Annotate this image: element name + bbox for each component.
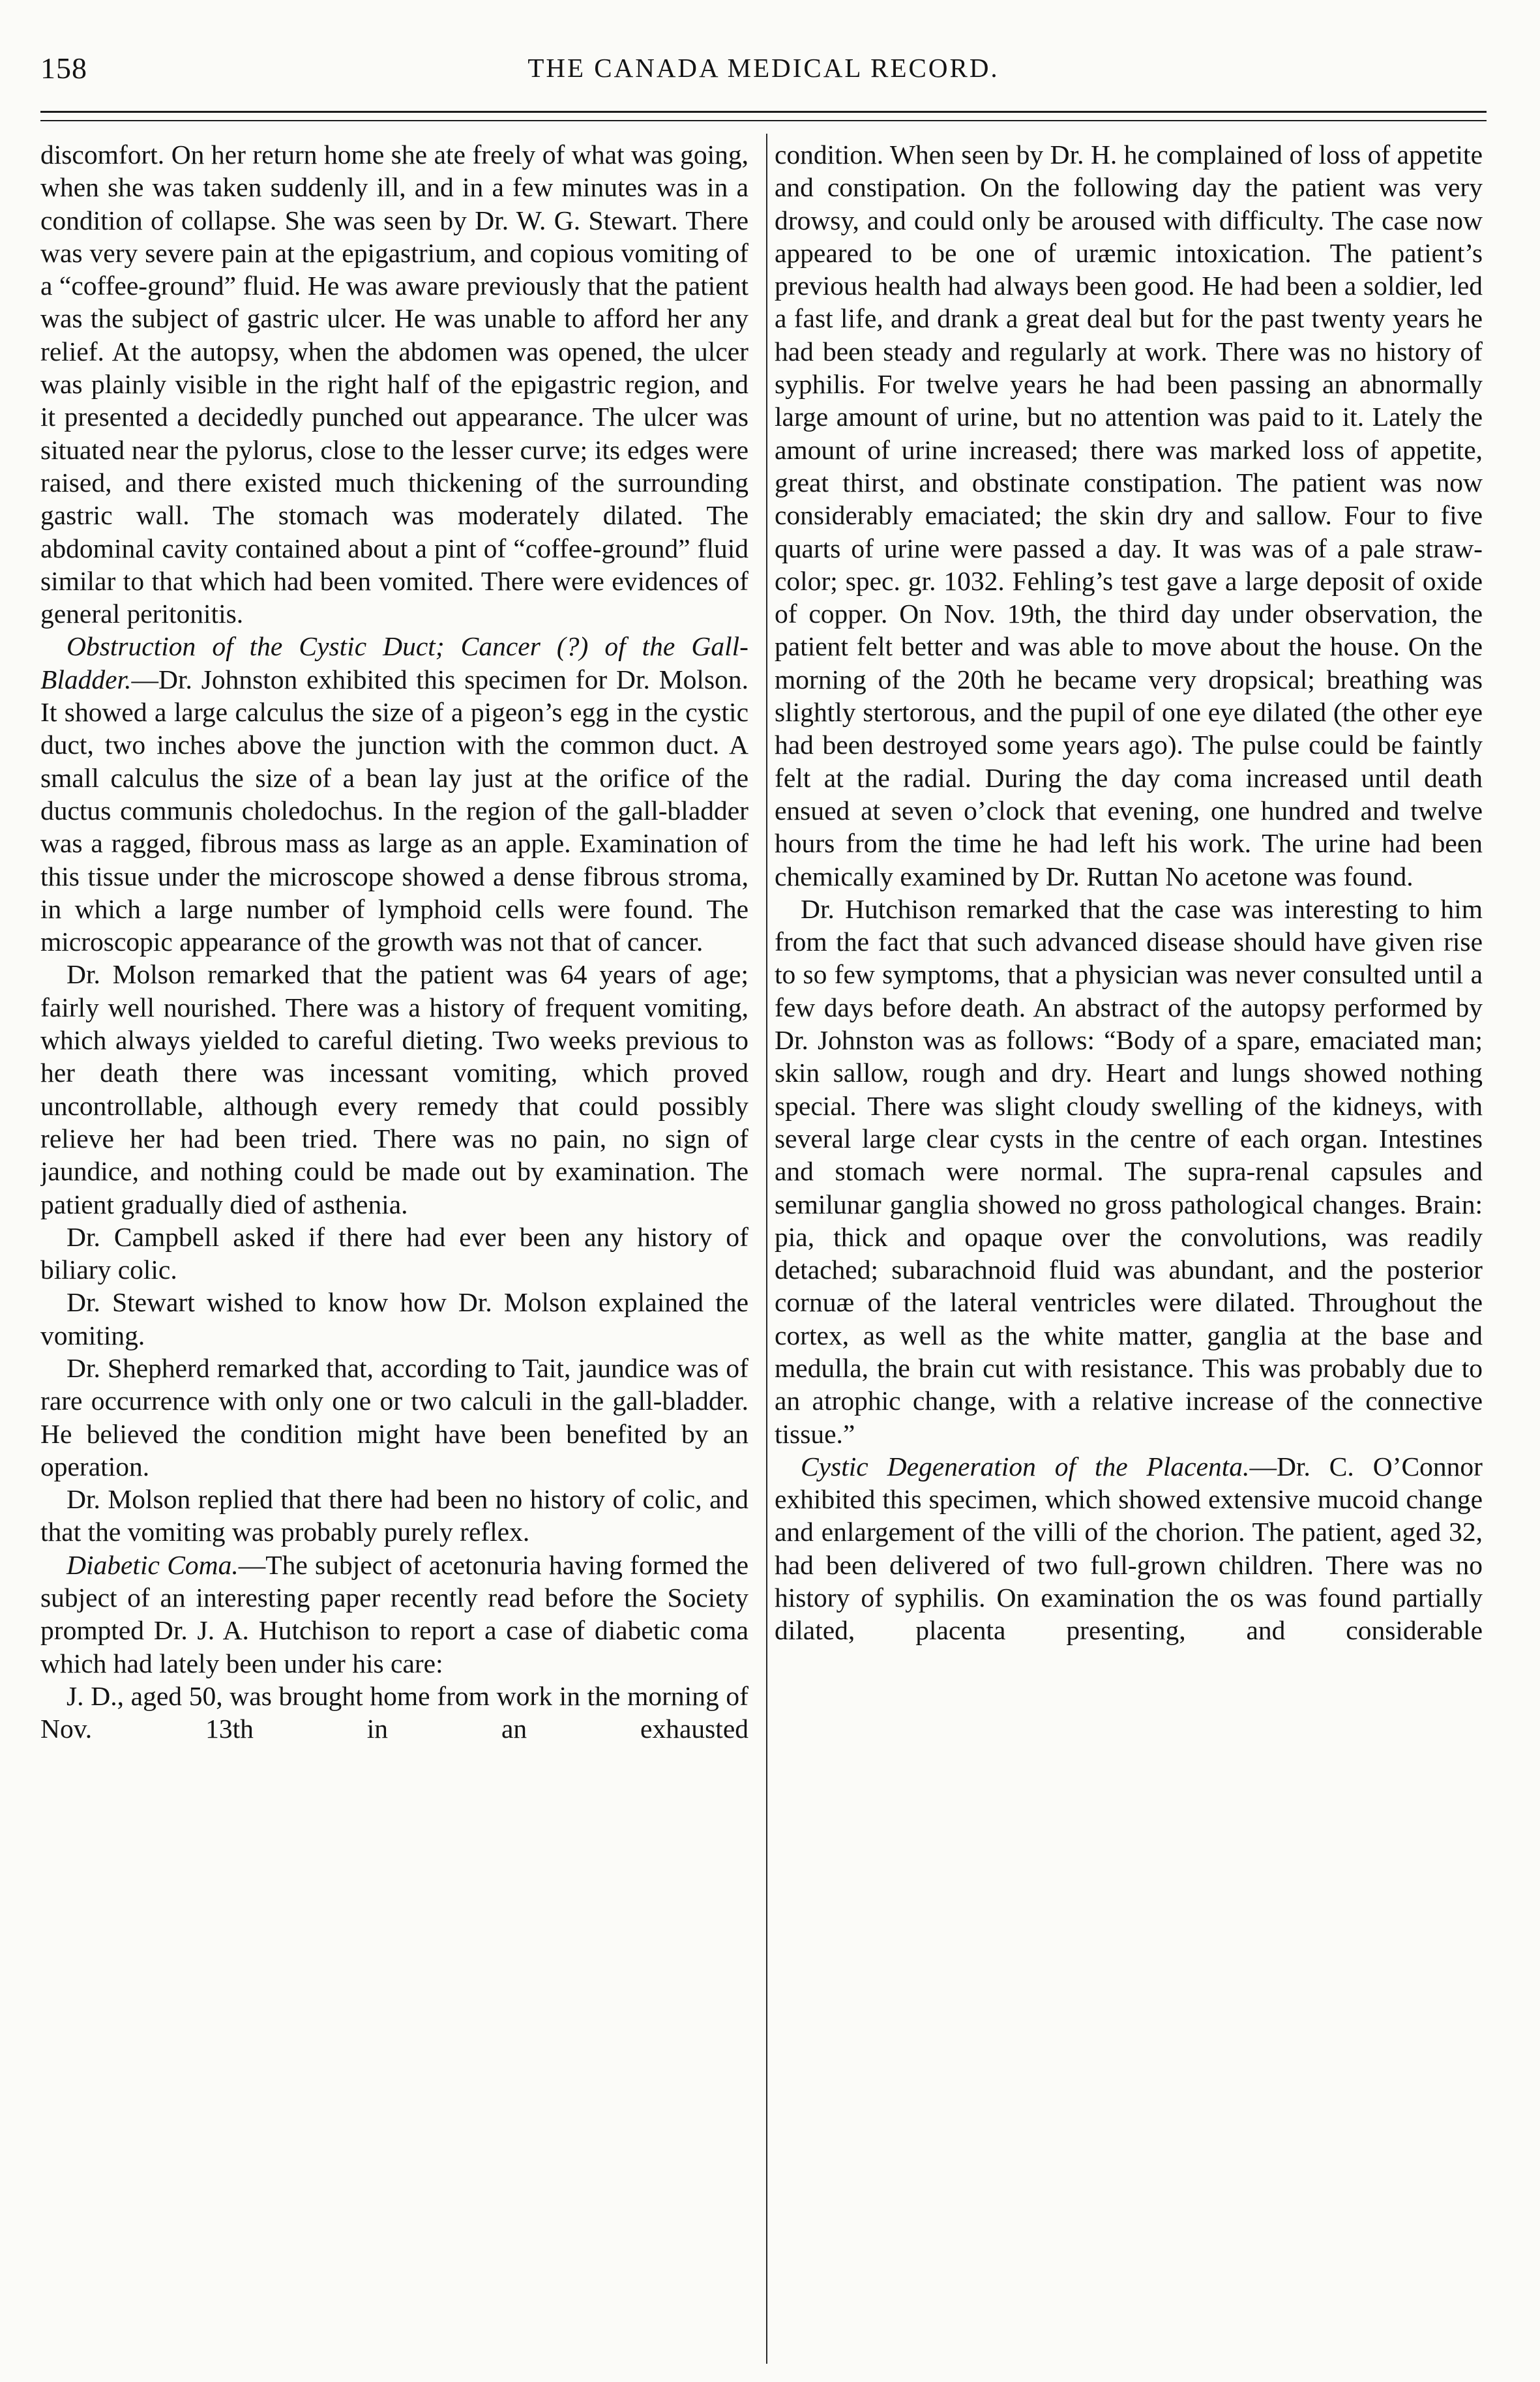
header-rule-bottom	[40, 120, 1487, 121]
case-history-paragraph: condition. When seen by Dr. H. he complained of loss of appetite and constipation. On the following day the patient was very drowsy, and could only be aroused with difficulty. The case now appeared to be one of uræmic intoxication. The patient’s previous health had always been good. He had been a soldier, led a fast life, and drank a great deal but for the past twenty years he had been steady and regularly at work. There was no history of syphilis. For twelve years he had been passing an abnormally large amount of urine, but no attention was paid to it. Lately the amount of urine increased; there was marked loss of appetite, great thirst, and obstinate constipation. The patient was now considerably emaciated; the skin dry and sallow. Four to five quarts of urine were passed a day. It was was of a pale straw-color; spec. gr. 1032. Fehling’s test gave a large deposit of oxide of copper. On Nov. 19th, the third day under observation, the patient felt better and was able to move about the house. On the morning of the 20th he became very dropsical; breathing was slightly stertorous, and the pupil of one eye dilated (the other eye had been destroyed some years ago). The pulse could be faintly felt at the radial. During the day coma increased until death ensued at seven o’clock that evening, one hundred and twelve hours from the time he had left his work. The urine had been chemically examined by Dr. Ruttan No acetone was found.	[775, 140, 1483, 891]
header-rule-top	[40, 111, 1487, 113]
page-header	[40, 51, 1487, 99]
paragraph-body: —The subject of acetonuria having formed the subject of an interesting paper recently read before the Society prompted Dr. J. A. Hutchison to report a case of diabetic coma which had lately been under his care:	[40, 1549, 748, 1678]
hutchison-remark-paragraph: Dr. Hutchison remarked that the case was interesting to him from the fact that such advanced disease should have given rise to so few symptoms, that a physician was never consulted until a few days before death. An abstract of the autopsy performed by Dr. Johnston was as follows: “Body of a spare, emaciated man; skin sallow, rough and dry. Heart and lungs showed nothing special. There was slight cloudy swelling of the kidneys, with several large clear cysts in the centre of each organ. Intestines and stomach were normal. The supra-renal capsules and semilunar ganglia showed no gross pathological changes. Brain: pia, thick and opaque over the convolutions, was readily detached; subarachnoid fluid was abundant, and the posterior cornuæ of the lateral ventricles were dilated. Throughout the cortex, as well as the white matter, ganglia at the base and medulla, the brain cut with resistance. This was probably due to an atrophic change, with a relative increase of the connective tissue.”	[775, 893, 1483, 1449]
paragraph-body: —Dr. C. O’Connor exhibited this specimen, which showed extensive mucoid change and enlargement of the villi of the chorion. The patient, aged 32, had been delivered of two full-grown children. There was no history of syphilis. On examination the os was found partially dilated, placenta presenting, and considerable	[775, 1451, 1483, 1646]
column-divider	[766, 134, 767, 2364]
gastric-ulcer-case-paragraph: discomfort. On her return home she ate freely of what was going, when she was taken suddenly ill, and in a few minutes was in a condition of collapse. She was seen by Dr. W. G. Stewart. There was very severe pain at the epigastrium, and copious vomiting of a “coffee-ground” fluid. He was aware previously that the patient was the subject of gastric ulcer. He was unable to afford her any relief. At the autopsy, when the abdomen was opened, the ulcer was plainly visible in the right half of the epigastric region, and it presented a decidedly punched out appearance. The ulcer was situated near the pylorus, close to the lesser curve; its edges were raised, and there existed much thickening of the surrounding gastric wall. The stomach was moderately dilated. The abdominal cavity contained about a pint of “coffee-ground” fluid similar to that which had been vomited. There were evidences of general peritonitis.	[40, 140, 748, 629]
left-column	[40, 138, 748, 2368]
stewart-question-paragraph: Dr. Stewart wished to know how Dr. Molson explained the vomiting.	[40, 1287, 748, 1350]
section-heading: Obstruction of the Cystic Duct; Cancer (?) of the Gall-Bladder.	[40, 631, 748, 694]
molson-reply-paragraph: Dr. Molson replied that there had been no history of colic, and that the vomiting was probably purely reflex.	[40, 1484, 748, 1547]
placenta-paragraph	[775, 1450, 1483, 1647]
section-heading: Cystic Degeneration of the Placenta.	[801, 1451, 1250, 1481]
case-jd-paragraph: J. D., aged 50, was brought home from work in the morning of Nov. 13th in an exhausted	[40, 1680, 748, 1744]
right-column	[775, 138, 1483, 2368]
shepherd-remark-paragraph: Dr. Shepherd remarked that, according to Tait, jaundice was of rare occurrence with only one or two calculi in the gall-bladder. He believed the condition might have been benefited by an operation.	[40, 1352, 748, 1481]
page-number: 158	[40, 52, 87, 85]
campbell-question-paragraph: Dr. Campbell asked if there had ever been any history of biliary colic.	[40, 1221, 748, 1285]
cystic-duct-paragraph	[40, 630, 748, 958]
running-title: THE CANADA MEDICAL RECORD.	[527, 53, 1000, 83]
paragraph-body: —Dr. Johnston exhibited this specimen for Dr. Molson. It showed a large calculus the size of a pigeon’s egg in the cystic duct, two inches above the junction with the common duct. A small calculus the size of a bean lay just at the orifice of the ductus communis choledochus. In the region of the gall-bladder was a ragged, fibrous mass as large as an apple. Examination of this tissue under the microscope showed a dense fibrous stroma, in which a large number of lymphoid cells were found. The microscopic appearance of the growth was not that of cancer.	[40, 664, 748, 957]
section-heading: Diabetic Coma.	[67, 1549, 239, 1580]
diabetic-coma-paragraph	[40, 1549, 748, 1680]
molson-remark-paragraph: Dr. Molson remarked that the patient was 64 years of age; fairly well nourished. There was a history of frequent vomiting, which always yielded to careful dieting. Two weeks previous to her death there was incessant vomiting, which proved uncontrollable, although every remedy that could possibly relieve her had been tried. There was no pain, no sign of jaundice, and nothing could be made out by examination. The patient gradually died of asthenia.	[40, 959, 748, 1219]
